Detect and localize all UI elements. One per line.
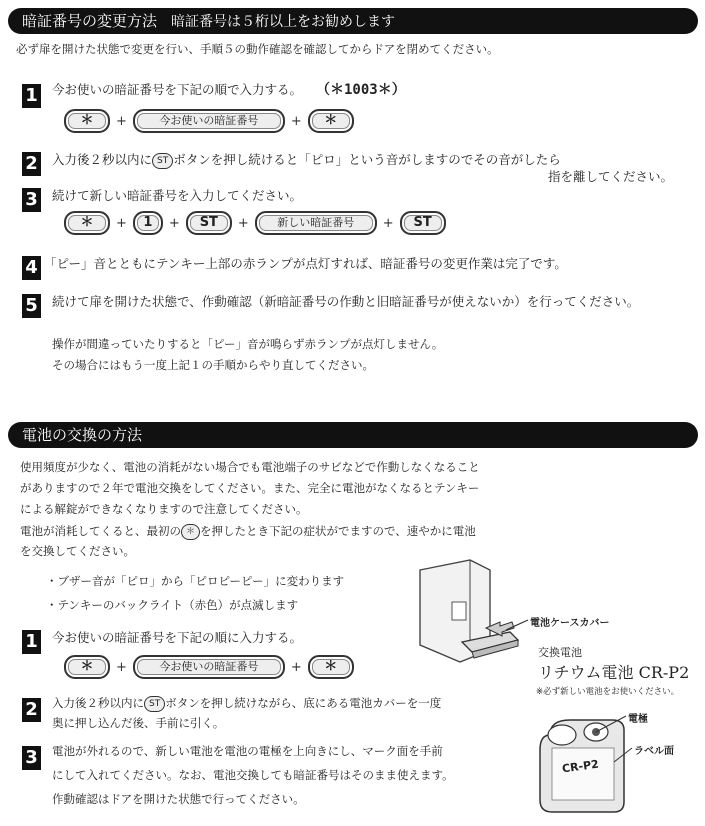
battery-print-text: CR-P2 [561,757,600,776]
s2-step-number-1: 1 [22,630,41,654]
new-code-key: 新しい暗証番号 [255,211,377,235]
s2-step1-key-sequence [64,656,354,678]
electrode-label: 電極 [628,714,648,725]
plus-sign: + [290,113,302,129]
step3-text: 続けて新しい暗証番号を入力してください。 [52,188,303,203]
label-side-label: ラベル面 [634,746,674,757]
battery-name: リチウム電池 CR-P2 [538,663,690,682]
s2-step3-line-1: 電池が外れるので、新しい電池を電池の電極を上向きにし、マーク面を手前 [52,744,443,758]
section2-para-line-2: がありますので２年で電池交換をしてください。また、完全に電池がなくなるとテンキー [20,481,480,495]
step-number-4: 4 [22,256,41,280]
asterisk-key: ＊ [64,655,110,679]
s2-step3-line-3: 作動確認はドアを開けた状態で行ってください。 [52,792,305,806]
s2-step3-line-2: にして入れてください。なお、電池交換しても暗証番号はそのまま使えます。 [52,768,454,782]
asterisk-key-icon: ＊ [181,524,200,540]
section2-title: 電池の交換の方法 [22,426,143,444]
s2-step-number-2: 2 [22,698,41,722]
note-line-1: 操作が間違っていたりすると「ピー」音が鳴らず赤ランプが点灯しません。 [52,337,444,351]
s2-step2-text-b: ボタンを押し続けながら、底にある電池カバーを一度 [165,696,442,710]
step-number-1: 1 [22,84,41,108]
bullet-1: ・ブザー音が「ピロ」から「ピロピーピー」に変わります [46,574,345,588]
step-number-3: 3 [22,188,41,212]
asterisk-key: ＊ [64,109,110,133]
step4-text: 「ピー」音とともにテンキー上部の赤ランプが点灯すれば、暗証番号の変更作業は完了です。 [44,256,567,271]
battery-caption: 交換電池 [538,646,582,659]
asterisk-key: ＊ [308,655,354,679]
section2-header [8,422,698,448]
st-key: ST [186,211,232,235]
st-key-icon: ST [144,696,165,712]
step2-text [52,150,561,170]
step2-text-a: 入力後２秒以内に [52,152,153,167]
step1-example: （＊1003＊） [316,82,406,98]
current-code-key: 今お使いの暗証番号 [133,109,285,133]
one-key: 1 [133,211,163,235]
lock-device-illustration [420,560,528,662]
section1-title: 暗証番号の変更方法 [22,12,158,30]
step3-key-sequence [64,212,446,234]
step1-instruction: 今お使いの暗証番号を下記の順で入力する。 [52,82,303,97]
bullet-2: ・テンキーのバックライト（赤色）が点滅します [46,598,299,612]
para2-text-a: 電池が消耗してくると、最初の [20,524,181,538]
step5-text: 続けて扉を開けた状態で、作動確認（新暗証番号の作動と旧暗証番号が使えないか）を行ってください。 [52,294,640,309]
step-number-2: 2 [22,152,41,176]
plus-sign: + [116,113,127,129]
section2-para-line-3: による解錠ができなくなりますので注意してください。 [20,502,308,516]
section2-para2-line-1 [20,522,476,541]
s2-step2-text-a: 入力後２秒以内に [52,696,144,710]
step1-text [52,80,406,100]
plus-sign: + [237,215,249,231]
step2-text-b: ボタンを押し続けると「ピロ」という音がしますのでその音がしたら [173,152,561,167]
st-key: ST [400,211,446,235]
plus-sign: + [116,215,127,231]
note-line-2: その場合にはもう一度上記１の手順からやり直してください。 [52,358,374,372]
s2-step1-text: 今お使いの暗証番号を下記の順に入力する。 [52,630,303,645]
battery-note: ※必ず新しい電池をお使いください。 [536,687,680,697]
s2-step-number-3: 3 [22,746,41,770]
section1-intro: 必ず扉を開けた状態で変更を行い、手順５の動作確認を確認してからドアを閉めてください。 [16,42,499,56]
section1-header [8,8,698,34]
current-code-key: 今お使いの暗証番号 [133,655,285,679]
section2-para2-line-2: を交換してください。 [20,544,135,558]
plus-sign: + [382,215,394,231]
plus-sign: + [290,659,302,675]
s2-step2-line-1 [52,694,441,713]
cover-label: 電池ケースカバー [530,618,610,629]
plus-sign: + [168,215,180,231]
plus-sign: + [116,659,127,675]
step1-key-sequence [64,110,354,132]
section1-subtitle: 暗証番号は５桁以上をお勧めします [171,14,396,30]
step2-text-c: 指を離してください。 [548,169,674,184]
section2-para-line-1: 使用頻度が少なく、電池の消耗がない場合でも電池端子のサビなどで作動しなくなること [20,460,480,474]
step-number-5: 5 [22,294,41,318]
asterisk-key: ＊ [64,211,110,235]
asterisk-key: ＊ [308,109,354,133]
s2-step2-line-2: 奥に押し込んだ後、手前に引く。 [52,716,225,730]
para2-text-b: を押したとき下記の症状がでますので、速やかに電池 [200,524,476,538]
st-key-icon: ST [152,153,173,169]
